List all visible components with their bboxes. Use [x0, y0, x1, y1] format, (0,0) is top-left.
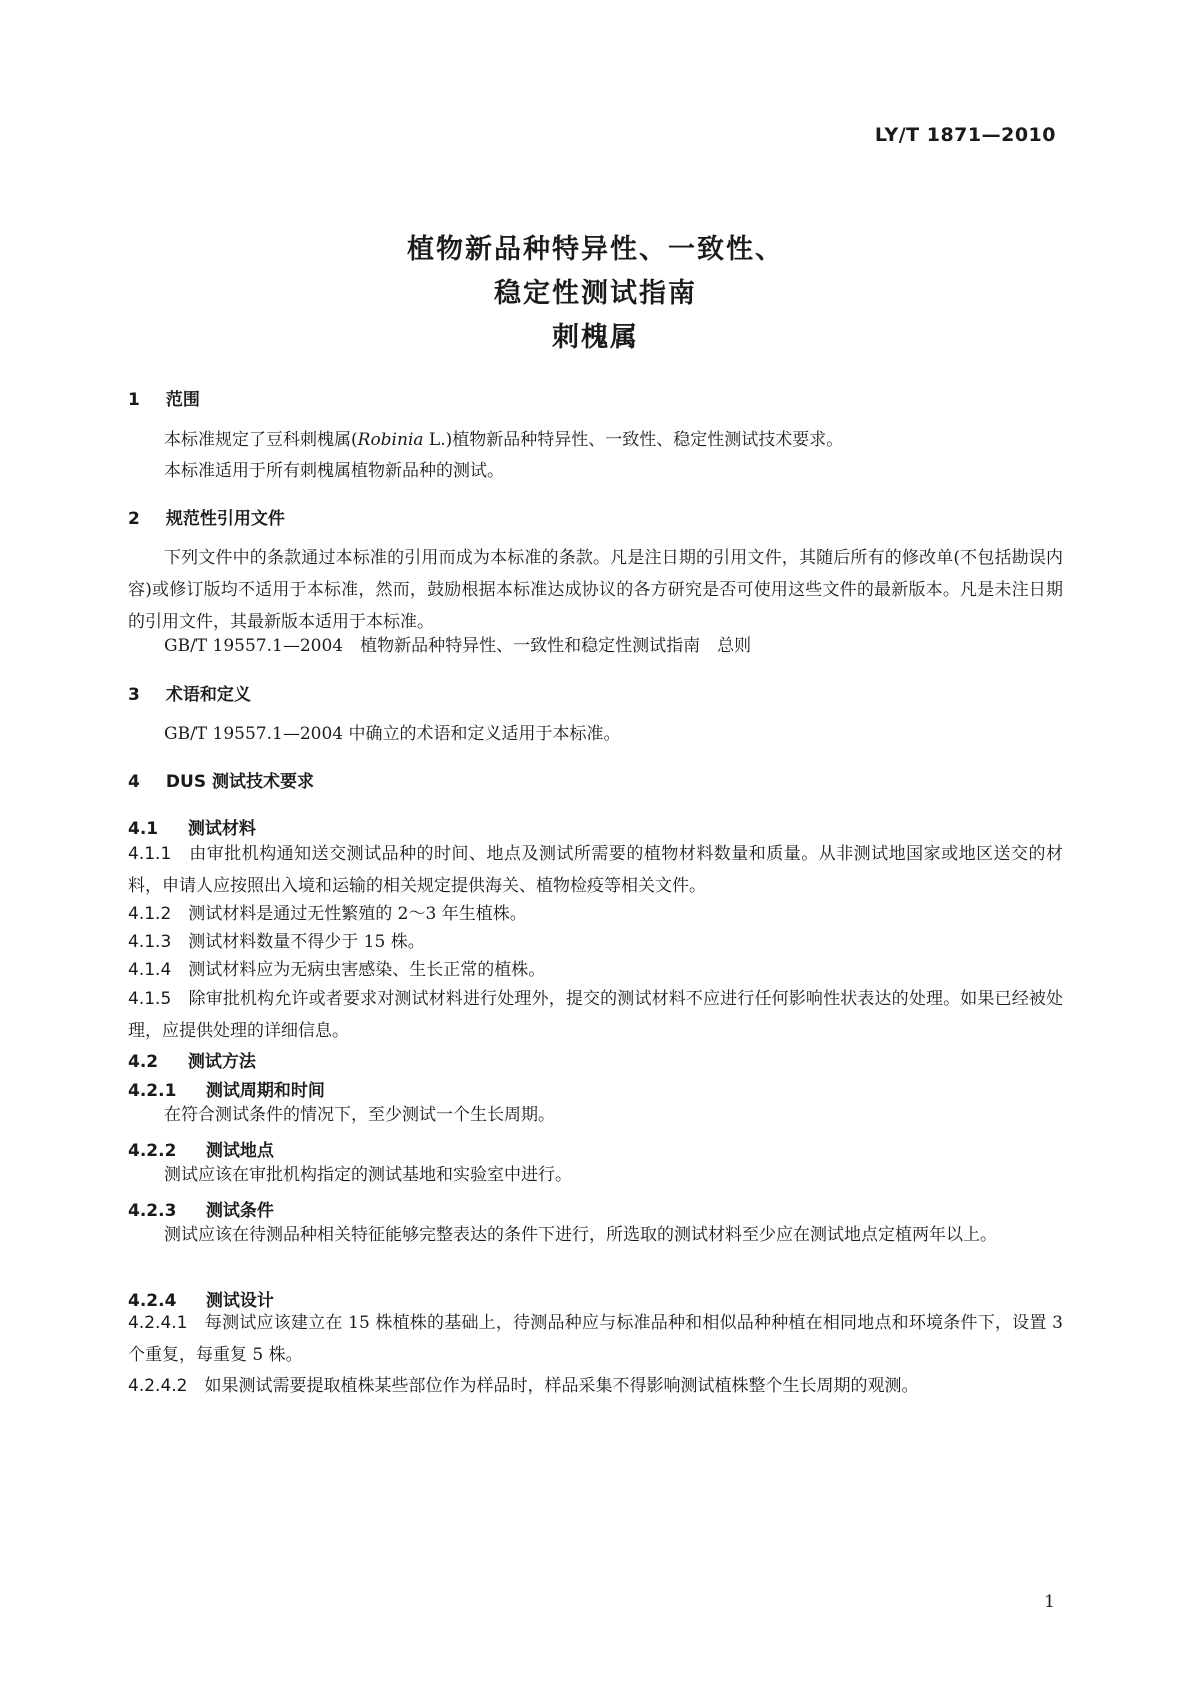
section-title: 测试材料 [187, 819, 256, 839]
clause-4-1-2: 4.1.2 测试材料是通过无性繁殖的 2～3 年生植株。 [128, 904, 527, 924]
section-2-heading [128, 504, 285, 529]
clause-4-1-3: 4.1.3 测试材料数量不得少于 15 株。 [128, 932, 425, 952]
clause-number: 4.2.4.2 [128, 1376, 188, 1396]
section-title: 范围 [165, 390, 200, 410]
clause-title: 测试条件 [205, 1201, 274, 1221]
clause-number: 4.1.4 [128, 960, 172, 980]
clause-number: 4.1.1 [128, 844, 172, 864]
document-title-line-1: 植物新品种特异性、一致性、 [407, 234, 784, 265]
clause-4-2-3-heading [128, 1196, 274, 1221]
clause-number: 4.2.4.1 [128, 1313, 188, 1333]
clause-number: 4.2.3 [128, 1201, 177, 1221]
clause-4-2-3-text: 测试应该在待测品种相关特征能够完整表达的条件下进行，所选取的测试材料至少应在测试地点定植两年以上。 [164, 1225, 997, 1245]
section-4-heading [128, 767, 314, 792]
reference-item: GB/T 19557.1—2004 植物新品种特异性、一致性和稳定性测试指南 总则 [164, 636, 752, 656]
clause-4-2-2-text: 测试应该在审批机构指定的测试基地和实验室中进行。 [164, 1165, 572, 1185]
section-title: 术语和定义 [165, 685, 251, 705]
genus-name-italic: Robinia [357, 430, 424, 450]
clause-title: 测试设计 [205, 1291, 274, 1311]
section-number: 4.1 [128, 819, 159, 839]
section-number: 4.2 [128, 1052, 159, 1072]
section-4-1-heading [128, 814, 256, 839]
section-number: 3 [128, 685, 140, 705]
clause-number: 4.1.3 [128, 932, 172, 952]
clause-4-1-4: 4.1.4 测试材料应为无病虫害感染、生长正常的植株。 [128, 960, 546, 980]
clause-number: 4.2.1 [128, 1081, 177, 1101]
clause-title: 测试地点 [205, 1141, 274, 1161]
clause-4-2-4-1: 4.2.4.1 每测试应该建立在 15 株植株的基础上，待测品种应与标准品种和相似品种种植在相同地点和环境条件下，设置 3 个重复，每重复 5 株。 [128, 1313, 1063, 1365]
page-number: 1 [1044, 1592, 1055, 1612]
document-title-line-2: 稳定性测试指南 [494, 278, 697, 309]
standard-code: LY/T 1871—2010 [874, 124, 1056, 146]
clause-title: 测试周期和时间 [205, 1081, 325, 1101]
clause-number: 4.1.2 [128, 904, 172, 924]
references-paragraph: 下列文件中的条款通过本标准的引用而成为本标准的条款。凡是注日期的引用文件，其随后所有的修改单(不包括勘误内容)或修订版均不适用于本标准，然而，鼓励根据本标准达成协议的各方研究是否可使用这些文件的最新版本。凡是未注日期的引用文件，其最新版本适用于本标准。 [128, 548, 1063, 632]
section-number: 4 [128, 772, 140, 792]
section-3-heading [128, 680, 251, 705]
section-1-heading [128, 385, 200, 410]
clause-4-2-1-heading [128, 1076, 325, 1101]
scope-paragraph-2: 本标准适用于所有刺槐属植物新品种的测试。 [164, 461, 504, 481]
clause-4-2-4-2: 4.2.4.2 如果测试需要提取植株某些部位作为样品时，样品采集不得影响测试植株整个生长周期的观测。 [128, 1376, 919, 1396]
section-title: 测试方法 [187, 1052, 256, 1072]
terms-paragraph: GB/T 19557.1—2004 中确立的术语和定义适用于本标准。 [164, 724, 621, 744]
section-number: 1 [128, 390, 140, 410]
clause-4-1-1: 4.1.1 由审批机构通知送交测试品种的时间、地点及测试所需要的植物材料数量和质量。从非测试地国家或地区送交的材料，申请人应按照出入境和运输的相关规定提供海关、植物检疫等相关文件。 [128, 844, 1064, 896]
clause-4-2-2-heading [128, 1136, 274, 1161]
section-4-2-heading [128, 1047, 256, 1072]
section-title: 规范性引用文件 [165, 509, 285, 529]
section-number: 2 [128, 509, 140, 529]
clause-number: 4.1.5 [128, 989, 172, 1009]
document-title-line-3: 刺槐属 [552, 322, 639, 353]
clause-number: 4.2.2 [128, 1141, 177, 1161]
section-title: DUS 测试技术要求 [165, 772, 314, 792]
clause-4-2-1-text: 在符合测试条件的情况下，至少测试一个生长周期。 [164, 1105, 555, 1125]
scope-paragraph-1: 本标准规定了豆科刺槐属(Robinia L.)植物新品种特异性、一致性、稳定性测试技术要求。 [164, 430, 844, 450]
clause-4-1-5: 4.1.5 除审批机构允许或者要求对测试材料进行处理外，提交的测试材料不应进行任何影响性状表达的处理。如果已经被处理，应提供处理的详细信息。 [128, 989, 1064, 1041]
clause-number: 4.2.4 [128, 1291, 177, 1311]
